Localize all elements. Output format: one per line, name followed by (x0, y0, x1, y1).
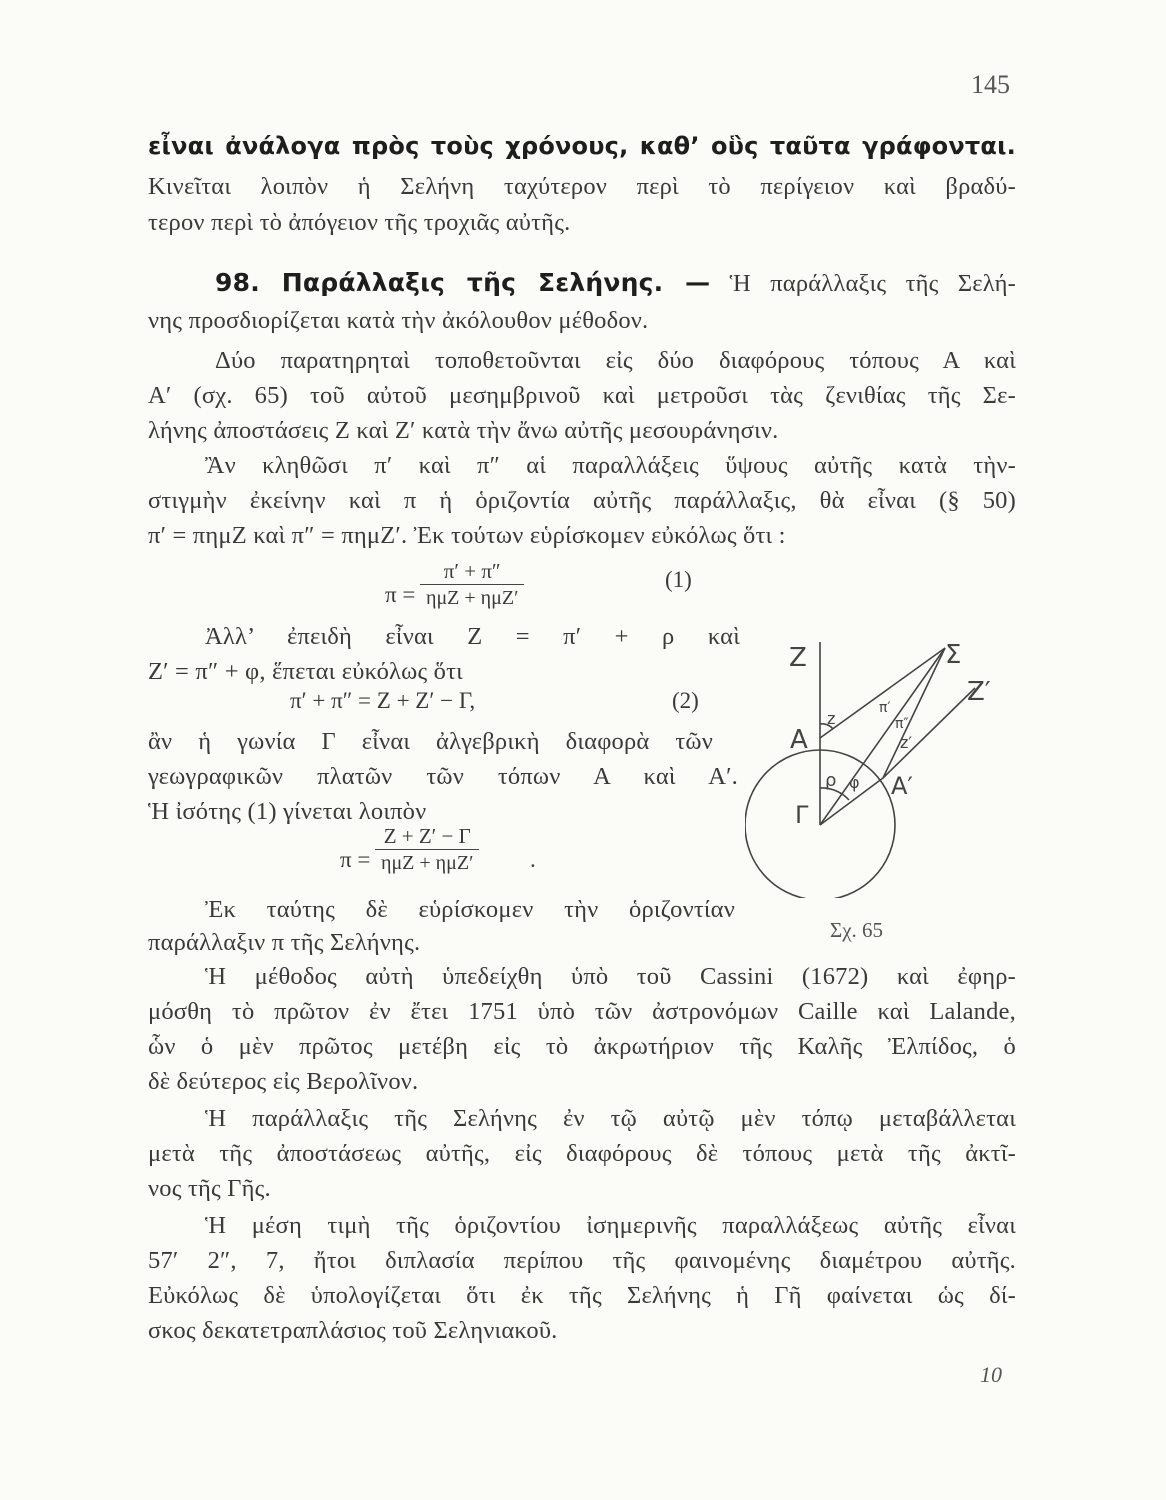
zenith-line-a2 (883, 688, 975, 778)
label-center: Γ (795, 801, 809, 829)
label-zenith-a: Z (789, 643, 807, 673)
text-line-25: μετὰ τῆς ἀποστάσεως αὐτῆς, εἰς διαφόρους δὲ τόπους μετὰ τῆς ἀκτῖ- (148, 1140, 1016, 1167)
label-angle-rho: ρ (825, 770, 837, 791)
text-line-17: Ἡ ἰσότης (1) γίνεται λοιπὸν (148, 798, 427, 825)
text-line-23: δὲ δεύτερος εἰς Βερολῖνον. (148, 1068, 419, 1095)
text-line-29: Εὐκόλως δὲ ὑπολογίζεται ὅτι ἐκ τῆς Σελήνης ἡ Γῆ φαίνεται ὡς δί- (148, 1282, 1016, 1309)
equation-number-2: (2) (672, 688, 699, 713)
text-line-1: εἶναι ἀνάλογα πρὸς τοὺς χρόνους, καθ’ οὓς ταῦτα γράφονται. (148, 132, 1016, 160)
text-line-26: νος τῆς Γῆς. (148, 1175, 271, 1202)
formula-3-fraction (375, 823, 479, 876)
text-line-7: Α′ (σχ. 65) τοῦ αὐτοῦ μεσημβρινοῦ καὶ μετροῦσι τὰς ζενιθίας τῆς Σε- (148, 382, 1016, 409)
text-line-15: ἂν ἡ γωνία Γ εἶναι ἀλγεβρικὴ διαφορὰ τῶν (148, 728, 713, 755)
text-line-16: γεωγραφικῶν πλατῶν τῶν τόπων Α καὶ Α′. (148, 763, 738, 790)
text-line-20: Ἡ μέθοδος αὐτὴ ὑπεδείχθη ὑπὸ τοῦ Cassini (1672) καὶ ἐφηρ- (205, 963, 1016, 990)
text-line-10: στιγμὴν ἐκείνην καὶ π ἡ ὁριζοντία αὐτῆς παράλλαξις, θὰ εἶναι (§ 50) (148, 487, 1016, 514)
parallax-diagram (745, 628, 1005, 898)
section-heading-line (215, 266, 1016, 301)
text-line-21: μόσθη τὸ πρῶτον ἐν ἔτει 1751 ὑπὸ τῶν ἀστρονόμων Caille καὶ Lalande, (148, 998, 1016, 1025)
equation-number-1: (1) (665, 567, 692, 592)
formula-1-denominator: ημΖ + ημΖ′ (426, 587, 519, 609)
label-angle-pi2: π″ (895, 716, 909, 732)
signature-mark: 10 (980, 1362, 1002, 1387)
text-line-2: Κινεῖται λοιπὸν ἡ Σελήνη ταχύτερον περὶ τὸ περίγειον καὶ βραδύ- (148, 173, 1016, 200)
text-line-6: Δύο παρατηρηταὶ τοποθετοῦνται εἰς δύο διαφόρους τόπους Α καὶ (215, 347, 1016, 374)
label-moon: Σ (945, 640, 962, 670)
text-line-11: π′ = πημΖ καὶ π″ = πημΖ′. Ἐκ τούτων εὑρίσκομεν εὐκόλως ὅτι : (148, 522, 786, 549)
label-angle-phi: φ (849, 773, 860, 792)
line-a2-to-moon (883, 648, 945, 778)
label-zenith-a2: Z′ (967, 677, 991, 707)
text-line-9: Ἂν κληθῶσι π′ καὶ π″ αἱ παραλλάξεις ὕψους αὐτῆς κατὰ τὴν- (205, 452, 1016, 479)
formula-1-lhs: π = (385, 582, 416, 607)
label-angle-pi1: π′ (879, 700, 891, 716)
section-heading: 98. Παράλλαξις τῆς Σελήνης. — (215, 268, 711, 297)
text-line-30: σκος δεκατετραπλάσιος τοῦ Σεληνιακοῦ. (148, 1317, 558, 1344)
formula-3-lhs: π = (340, 847, 371, 872)
page-number: 145 (971, 70, 1010, 99)
label-point-a: A (790, 725, 808, 755)
text-line-27: Ἡ μέση τιμὴ τῆς ὁριζοντίου ἰσημερινῆς παραλλάξεως αὐτῆς εἶναι (205, 1212, 1016, 1239)
formula-3-denominator: ημΖ + ημΖ′ (381, 852, 474, 874)
formula-3-period: . (530, 847, 536, 872)
text-line-28: 57′ 2″, 7, ἤτοι διπλασία περίπου τῆς φαινομένης διαμέτρου αὐτῆς. (148, 1247, 1016, 1274)
label-point-a2: A′ (891, 772, 913, 800)
formula-2: π′ + π″ = Ζ + Ζ′ − Γ, (290, 688, 476, 713)
text-line-24: Ἡ παράλλαξις τῆς Σελήνης ἐν τῷ αὐτῷ μὲν τόπῳ μεταβάλλεται (205, 1105, 1016, 1132)
figure-caption: Σχ. 65 (830, 918, 884, 942)
text-line-8: λήνης ἀποστάσεις Ζ καὶ Ζ′ κατὰ τὴν ἄνω αὐτῆς μεσουράνησιν. (148, 417, 779, 444)
text-line-13: Ζ′ = π″ + φ, ἕπεται εὐκόλως ὅτι (148, 658, 463, 685)
text-line-19: παράλλαξιν π τῆς Σελήνης. (148, 929, 421, 956)
formula-3-numerator: Ζ + Ζ′ − Γ (375, 823, 479, 850)
formula-1-numerator: π′ + π″ (420, 558, 524, 585)
label-angle-z2: z′ (900, 733, 913, 752)
line-a-to-moon (820, 648, 945, 738)
text-line-18: Ἐκ ταύτης δὲ εὑρίσκομεν τὴν ὁριζοντίαν (205, 896, 735, 923)
label-angle-z: z (827, 709, 836, 728)
text-line-22: ὧν ὁ μὲν πρῶτος μετέβη εἰς τὸ ἀκρωτήριον τῆς Καλῆς Ἐλπίδος, ὁ (148, 1033, 1016, 1060)
text-line-5: νης προσδιορίζεται κατὰ τὴν ἀκόλουθον μέθοδον. (148, 307, 649, 334)
text-line-12: Ἀλλ’ ἐπειδὴ εἶναι Ζ = π′ + ρ καὶ (205, 623, 740, 650)
formula-1-fraction (420, 558, 524, 611)
text-line-3: τερον περὶ τὸ ἀπόγειον τῆς τροχιᾶς αὐτῆς. (148, 209, 571, 236)
section-heading-text: Ἡ παράλλαξις τῆς Σελή- (710, 270, 1017, 297)
